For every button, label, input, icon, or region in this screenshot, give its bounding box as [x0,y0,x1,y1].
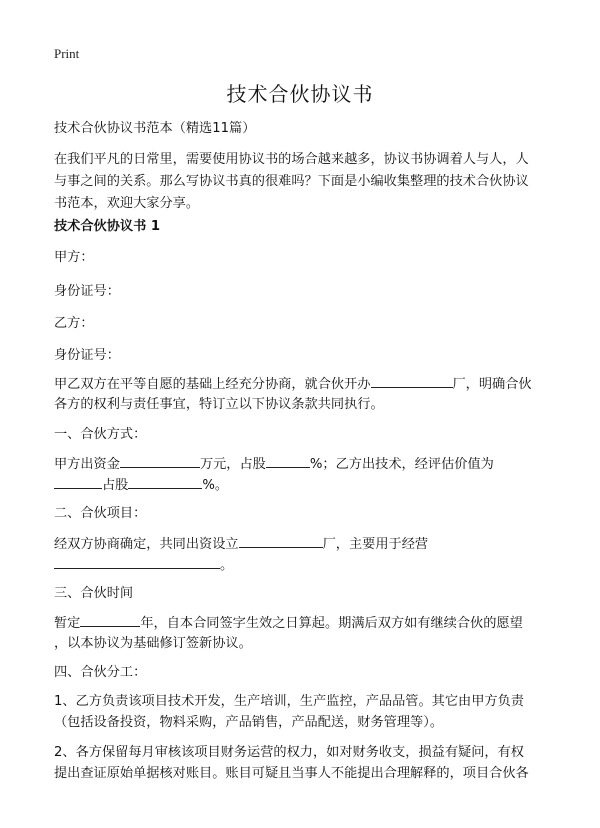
party-b-label: 乙方： [54,316,94,331]
text: 。 [220,558,234,573]
section-2-heading: 二、合伙项目： [54,506,147,521]
id-number-b-label: 身份证号： [54,348,120,363]
section-4-item-1-line-1: 1、乙方负责该项目技术开发，生产培训，生产监控，产品品管。其它由甲方负责 [54,694,524,709]
text: 占股 [102,478,129,493]
section-3-line-1 [54,612,554,635]
text: 经双方协商确定，共同出资设立 [54,537,239,552]
text: 甲乙双方在平等自愿的基础上经充分协商，就合伙开办 [54,377,371,392]
clause-intro-line-2: 各方的权利与责任事宜，特订立以下协议条款共同执行。 [54,397,384,412]
section-1-line-1 [54,453,554,476]
blank-field [239,533,323,548]
section-heading: 技术合伙协议书 1 [54,219,161,234]
blank-field [371,373,453,388]
section-4-item-2-line-1: 2、各方保留每月审核该项目财务运营的权力，如对财务收支，损益有疑问，有权 [54,745,524,760]
blank-field [80,612,140,627]
text: 暂定 [54,616,81,631]
clause-intro-line-1 [54,373,554,396]
blank-field [128,474,202,489]
section-4-item-2-line-2: 提出查证原始单据核对账目。账目可疑且当事人不能提出合理解释的，项目合伙各 [54,766,529,781]
text: 万元，占股 [199,457,266,472]
intro-line-2: 与事之间的关系。那么写协议书真的很难吗？下面是小编收集整理的技术合伙协议 [54,174,529,189]
blank-field [266,453,310,468]
document-title: 技术合伙协议书 [226,82,374,106]
section-3-line-2: ，以本协议为基础修订签新协议。 [54,636,252,651]
blank-field [54,474,102,489]
text: 甲方出资金 [54,457,120,472]
section-3-heading: 三、合伙时间 [54,586,134,601]
text: %。 [202,478,229,493]
blank-field [120,453,200,468]
section-1-line-2 [54,474,554,497]
section-2-line-2 [54,554,554,577]
text: 年，自本合同签字生效之日算起。期满后双方如有继续合伙的愿望 [140,616,523,631]
id-number-a-label: 身份证号： [54,284,120,299]
print-link[interactable]: Print [54,46,80,61]
section-1-heading: 一、合伙方式： [54,427,147,442]
intro-line-3: 书范本，欢迎大家分享。 [54,196,200,211]
text: %；乙方出技术，经评估价值为 [309,457,494,472]
section-4-heading: 四、合伙分工： [54,665,147,680]
text: 厂，明确合伙 [452,377,532,392]
intro-line-1: 在我们平凡的日常里，需要使用协议书的场合越来越多，协议书协调着人与人，人 [54,152,529,167]
party-a-label: 甲方： [54,250,94,265]
text: 厂，主要用于经营 [322,537,429,552]
section-2-line-1 [54,533,554,556]
subtitle: 技术合伙协议书范本（精选11篇） [54,121,256,136]
blank-field [54,554,220,569]
section-4-item-1-line-2: （包括设备投资，物料采购，产品销售，产品配送，财务管理等）。 [54,715,444,730]
